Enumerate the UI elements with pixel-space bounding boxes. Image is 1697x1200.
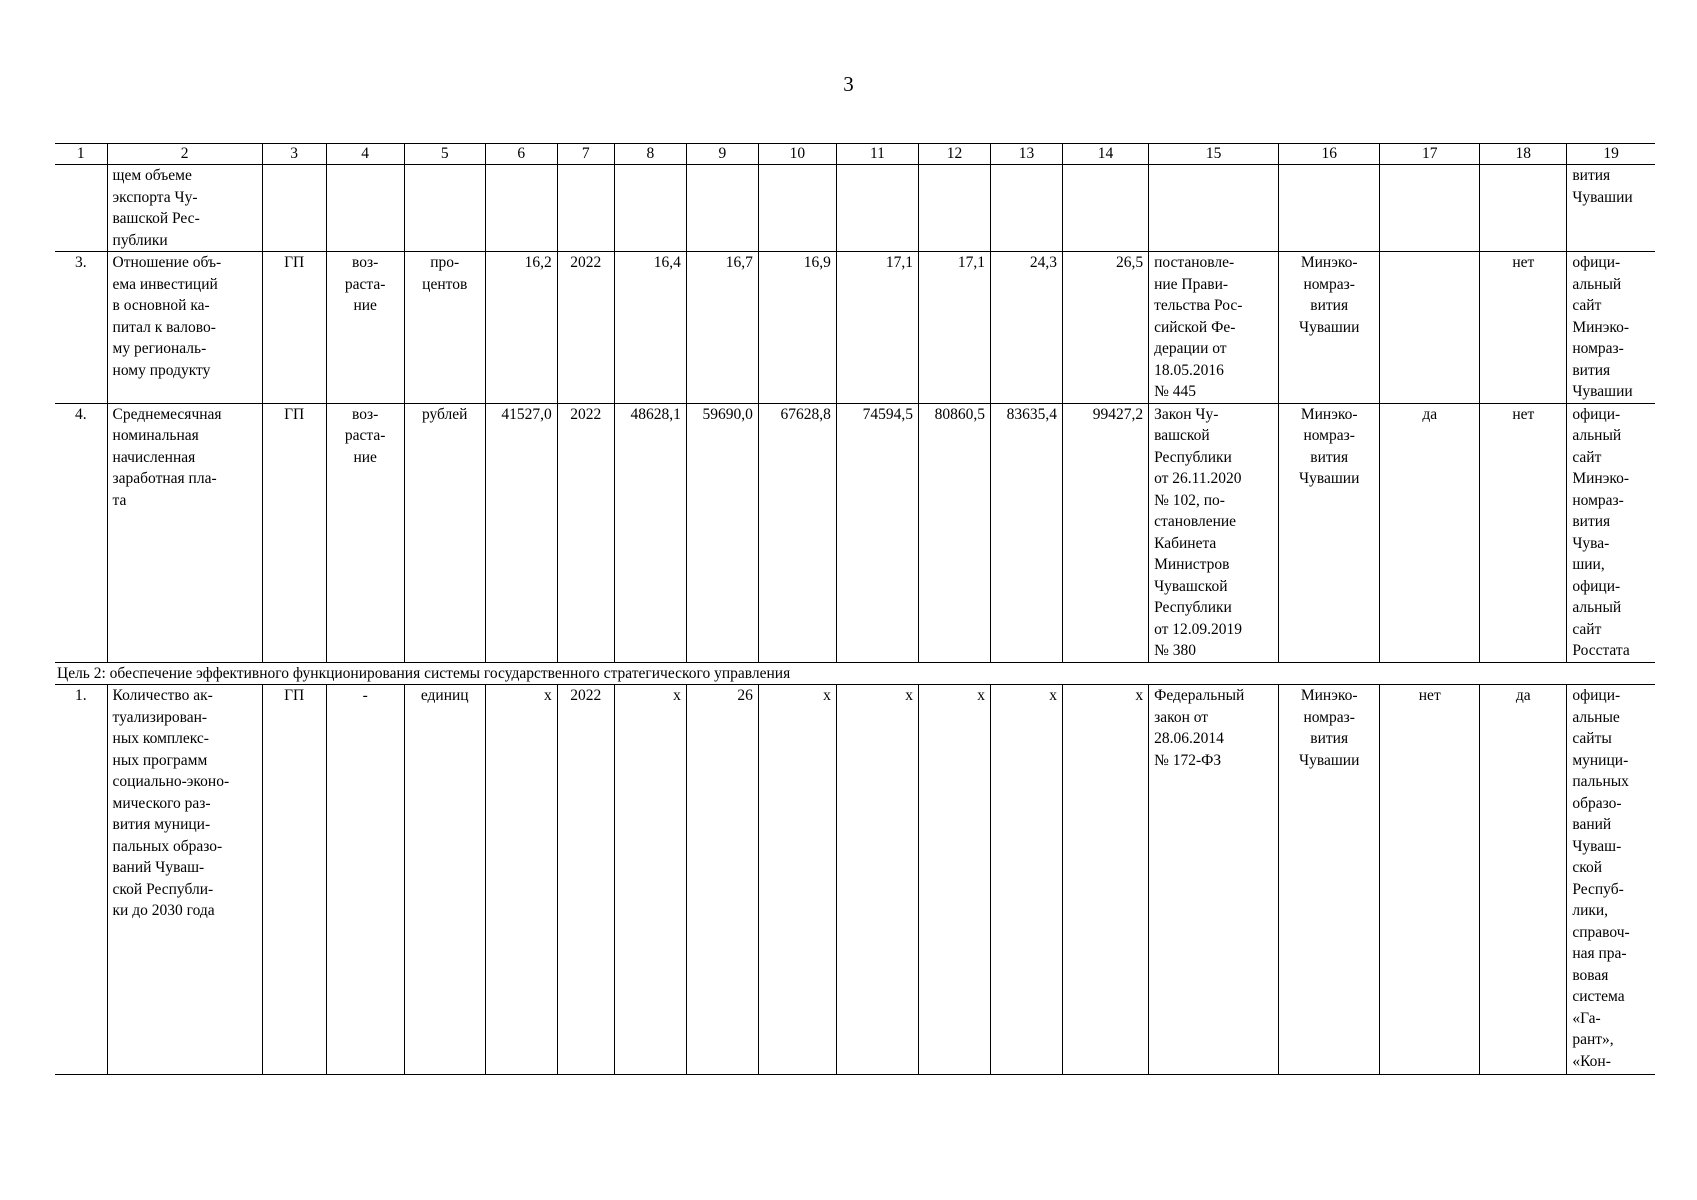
legal-document <box>1149 165 1279 252</box>
value: 99427,2 <box>1063 403 1149 662</box>
indicator-name: Среднемесячная номинальная начисленная заработная пла- та <box>107 403 262 662</box>
value: х <box>991 685 1063 1075</box>
responsible-body: Минэко- номраз- вития Чувашии <box>1279 252 1380 404</box>
table-row <box>55 252 1655 404</box>
unit: рублей <box>404 403 485 662</box>
flag-cell <box>1380 165 1480 252</box>
responsible-body: Минэко- номраз- вития Чувашии <box>1279 403 1380 662</box>
column-number: 14 <box>1063 144 1149 165</box>
legal-document: постановле- ние Прави- тельства Рос- сийской Фе- дерации от 18.05.2016 № 445 <box>1149 252 1279 404</box>
program-type: ГП <box>262 685 326 1075</box>
value: 24,3 <box>991 252 1063 404</box>
value: х <box>918 685 990 1075</box>
value: 17,1 <box>836 252 918 404</box>
value: х <box>1063 685 1149 1075</box>
trend-direction: воз- раста- ние <box>326 403 404 662</box>
column-number: 3 <box>262 144 326 165</box>
row-number: 3. <box>55 252 107 404</box>
value <box>918 165 990 252</box>
base-value <box>485 165 557 252</box>
goal-heading: Цель 2: обеспечение эффективного функционирования системы государственного стратегического управления <box>55 662 1655 685</box>
page-number: 3 <box>843 72 854 96</box>
data-source: офици- альный сайт Минэко- номраз- вития Чува- шии, офици- альный сайт Росстата <box>1567 403 1655 662</box>
column-number: 12 <box>918 144 990 165</box>
column-number: 17 <box>1380 144 1480 165</box>
column-number: 2 <box>107 144 262 165</box>
flag-cell: нет <box>1480 252 1567 404</box>
value: 26,5 <box>1063 252 1149 404</box>
legal-document: Закон Чу- вашской Республики от 26.11.2020 № 102, по- становление Кабинета Министров Чувашской Республики от 12.09.2019 № 380 <box>1149 403 1279 662</box>
flag-cell: да <box>1380 403 1480 662</box>
value <box>836 165 918 252</box>
value: 83635,4 <box>991 403 1063 662</box>
base-year: 2022 <box>557 403 614 662</box>
program-type: ГП <box>262 403 326 662</box>
column-number: 5 <box>404 144 485 165</box>
value: х <box>758 685 836 1075</box>
indicator-name: Отношение объ- ема инвестиций в основной ка- питал к валово- му региональ- ному продукту <box>107 252 262 404</box>
base-value: х <box>485 685 557 1075</box>
column-number: 6 <box>485 144 557 165</box>
data-source: офици- альный сайт Минэко- номраз- вития Чувашии <box>1567 252 1655 404</box>
value: 16,7 <box>686 252 758 404</box>
flag-cell: нет <box>1480 403 1567 662</box>
value: 16,4 <box>614 252 686 404</box>
indicator-name: Количество ак- туализирован- ных комплекс- ных программ социально-эконо- мического раз- вития муници- пальных образо- ваний Чуваш- ской Республи- ки до 2030 года <box>107 685 262 1075</box>
value: 16,9 <box>758 252 836 404</box>
unit: единиц <box>404 685 485 1075</box>
indicator-name: щем объеме экспорта Чу- вашской Рес- публики <box>107 165 262 252</box>
responsible-body: Минэко- номраз- вития Чувашии <box>1279 685 1380 1075</box>
flag-cell <box>1480 165 1567 252</box>
table-row <box>55 403 1655 662</box>
trend-direction: воз- раста- ние <box>326 252 404 404</box>
value: х <box>614 685 686 1075</box>
base-year: 2022 <box>557 252 614 404</box>
unit: про- центов <box>404 252 485 404</box>
unit <box>404 165 485 252</box>
legal-document: Федеральный закон от 28.06.2014 № 172-ФЗ <box>1149 685 1279 1075</box>
trend-direction: - <box>326 685 404 1075</box>
indicators-table <box>55 143 1655 1075</box>
value: 59690,0 <box>686 403 758 662</box>
program-type: ГП <box>262 252 326 404</box>
trend-direction <box>326 165 404 252</box>
row-number: 4. <box>55 403 107 662</box>
base-year: 2022 <box>557 685 614 1075</box>
table-row <box>55 685 1655 1075</box>
data-source: офици- альные сайты муници- пальных образо- ваний Чуваш- ской Респуб- лики, справоч- ная пра- вовая система «Га- рант», «Кон- <box>1567 685 1655 1075</box>
column-number: 13 <box>991 144 1063 165</box>
value: 48628,1 <box>614 403 686 662</box>
base-value: 16,2 <box>485 252 557 404</box>
flag-cell: да <box>1480 685 1567 1075</box>
column-number: 15 <box>1149 144 1279 165</box>
value <box>1063 165 1149 252</box>
value <box>758 165 836 252</box>
column-number: 11 <box>836 144 918 165</box>
value: 80860,5 <box>918 403 990 662</box>
row-number: 1. <box>55 685 107 1075</box>
data-source: вития Чувашии <box>1567 165 1655 252</box>
column-number-row <box>55 144 1655 165</box>
value: 74594,5 <box>836 403 918 662</box>
column-number: 10 <box>758 144 836 165</box>
value <box>614 165 686 252</box>
table-row <box>55 165 1655 252</box>
row-number <box>55 165 107 252</box>
base-value: 41527,0 <box>485 403 557 662</box>
flag-cell <box>1380 252 1480 404</box>
program-type <box>262 165 326 252</box>
responsible-body <box>1279 165 1380 252</box>
column-number: 9 <box>686 144 758 165</box>
value: 17,1 <box>918 252 990 404</box>
value <box>686 165 758 252</box>
column-number: 4 <box>326 144 404 165</box>
base-year <box>557 165 614 252</box>
flag-cell: нет <box>1380 685 1480 1075</box>
value <box>991 165 1063 252</box>
value: 26 <box>686 685 758 1075</box>
value: 67628,8 <box>758 403 836 662</box>
column-number: 19 <box>1567 144 1655 165</box>
value: х <box>836 685 918 1075</box>
column-number: 16 <box>1279 144 1380 165</box>
column-number: 18 <box>1480 144 1567 165</box>
column-number: 7 <box>557 144 614 165</box>
column-number: 1 <box>55 144 107 165</box>
column-number: 8 <box>614 144 686 165</box>
